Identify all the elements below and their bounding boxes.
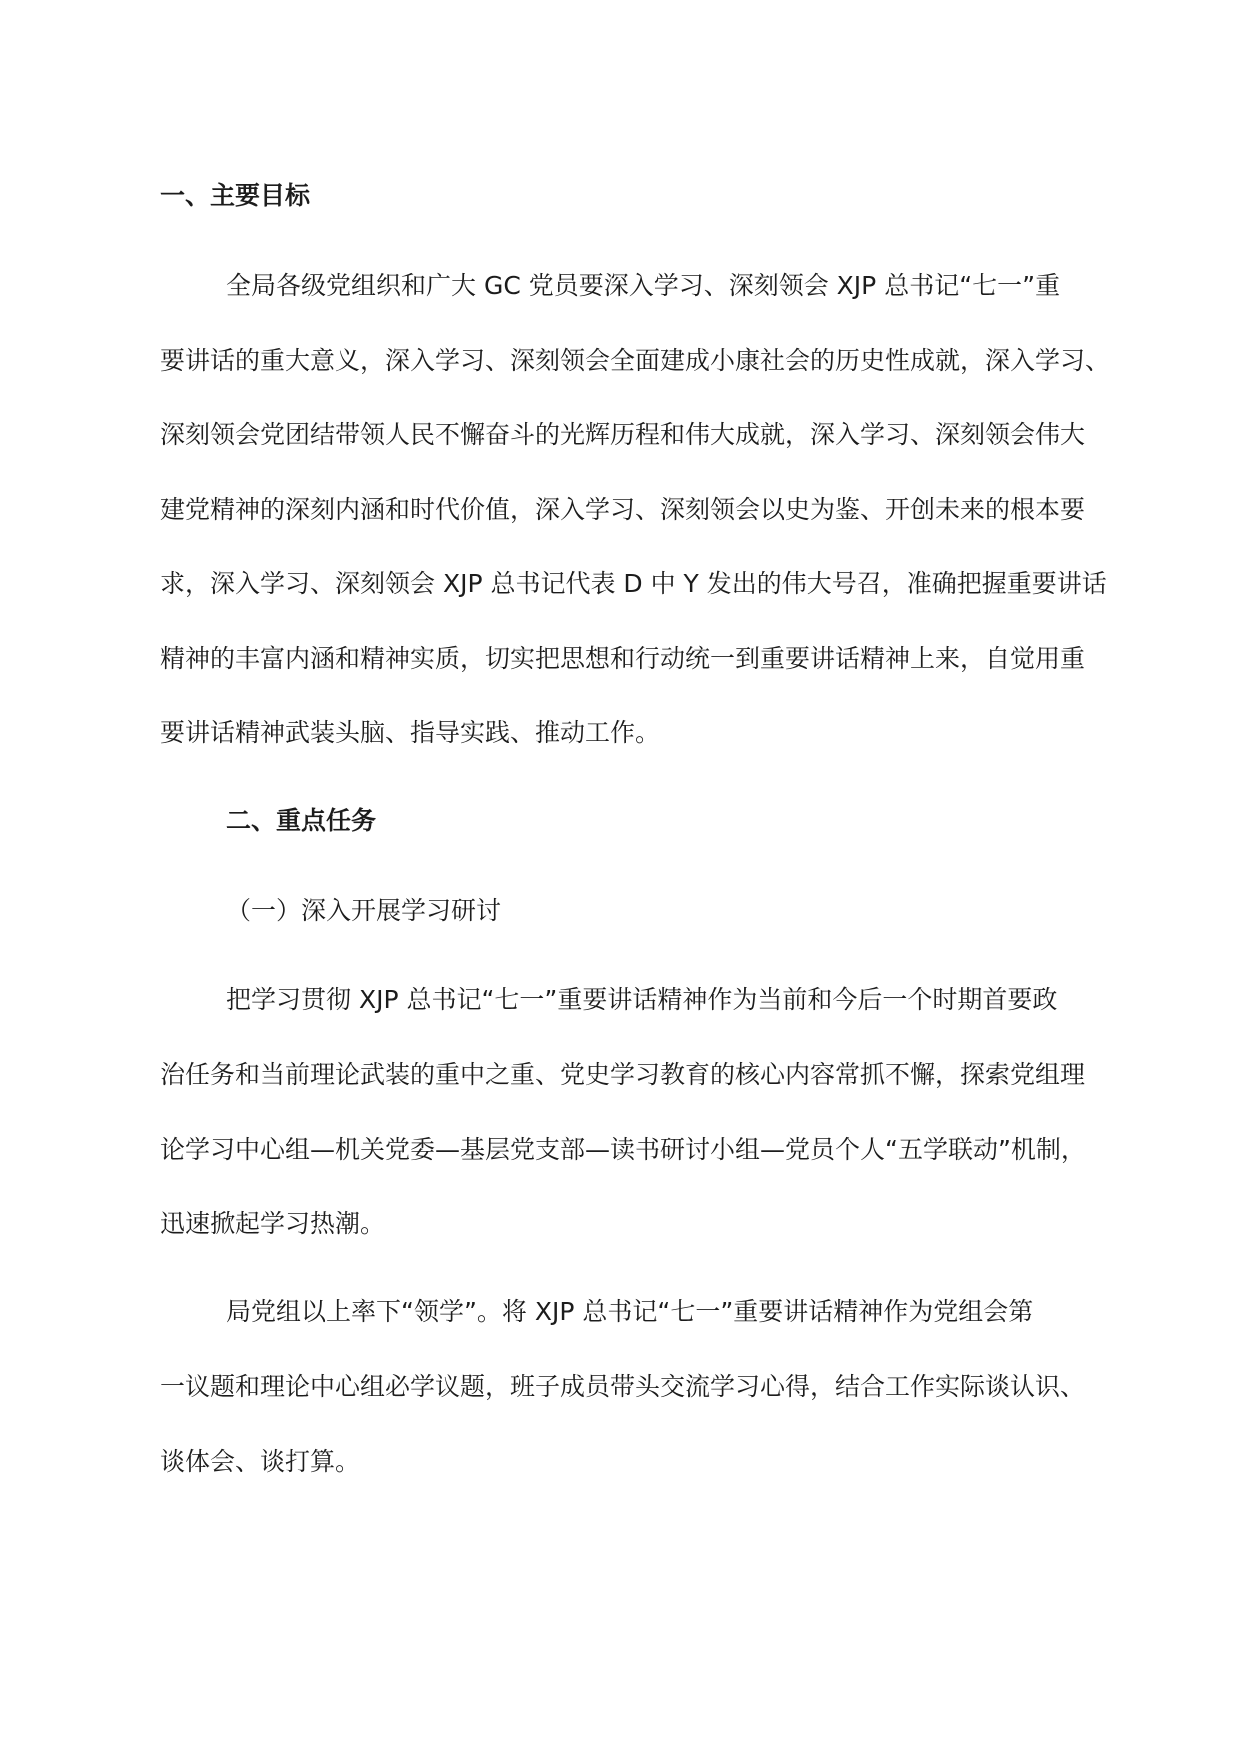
paragraph-line: 论学习中心组—机关党委—基层党支部—读书研讨小组—党员个人“五学联动”机制，	[160, 1135, 1086, 1164]
paragraph-line: 要讲话精神武装头脑、指导实践、推动工作。	[160, 718, 661, 747]
paragraph-line: 求，深入学习、深刻领会 XJP 总书记代表 D 中 Y 发出的伟大号召，准确把握重要讲话	[160, 569, 1107, 598]
paragraph-line: 精神的丰富内涵和精神实质，切实把思想和行动统一到重要讲话精神上来，自觉用重	[160, 644, 1086, 673]
paragraph-line: 全局各级党组织和广大 GC 党员要深入学习、深刻领会 XJP 总书记“七一”重	[226, 271, 1061, 300]
paragraph-line: 局党组以上率下“领学”。将 XJP 总书记“七一”重要讲话精神作为党组会第	[226, 1297, 1034, 1326]
paragraph-line: 深刻领会党团结带领人民不懈奋斗的光辉历程和伟大成就，深入学习、深刻领会伟大	[160, 420, 1086, 449]
section-heading-key-tasks: 二、重点任务	[226, 806, 377, 835]
paragraph-line: 要讲话的重大意义，深入学习、深刻领会全面建成小康社会的历史性成就，深入学习、	[160, 346, 1111, 375]
paragraph-line: 一议题和理论中心组必学议题，班子成员带头交流学习心得，结合工作实际谈认识、	[160, 1372, 1086, 1401]
paragraph-line: 把学习贯彻 XJP 总书记“七一”重要讲话精神作为当前和今后一个时期首要政	[226, 985, 1058, 1014]
paragraph-line: 建党精神的深刻内涵和时代价值，深入学习、深刻领会以史为鉴、开创未来的根本要	[160, 495, 1086, 524]
paragraph-line: 迅速掀起学习热潮。	[160, 1209, 386, 1238]
subsection-heading: （一）深入开展学习研讨	[226, 896, 502, 925]
paragraph-line: 谈体会、谈打算。	[160, 1447, 361, 1476]
paragraph-line: 治任务和当前理论武装的重中之重、党史学习教育的核心内容常抓不懈，探索党组理	[160, 1060, 1086, 1089]
section-heading-main-goals: 一、主要目标	[160, 181, 311, 210]
